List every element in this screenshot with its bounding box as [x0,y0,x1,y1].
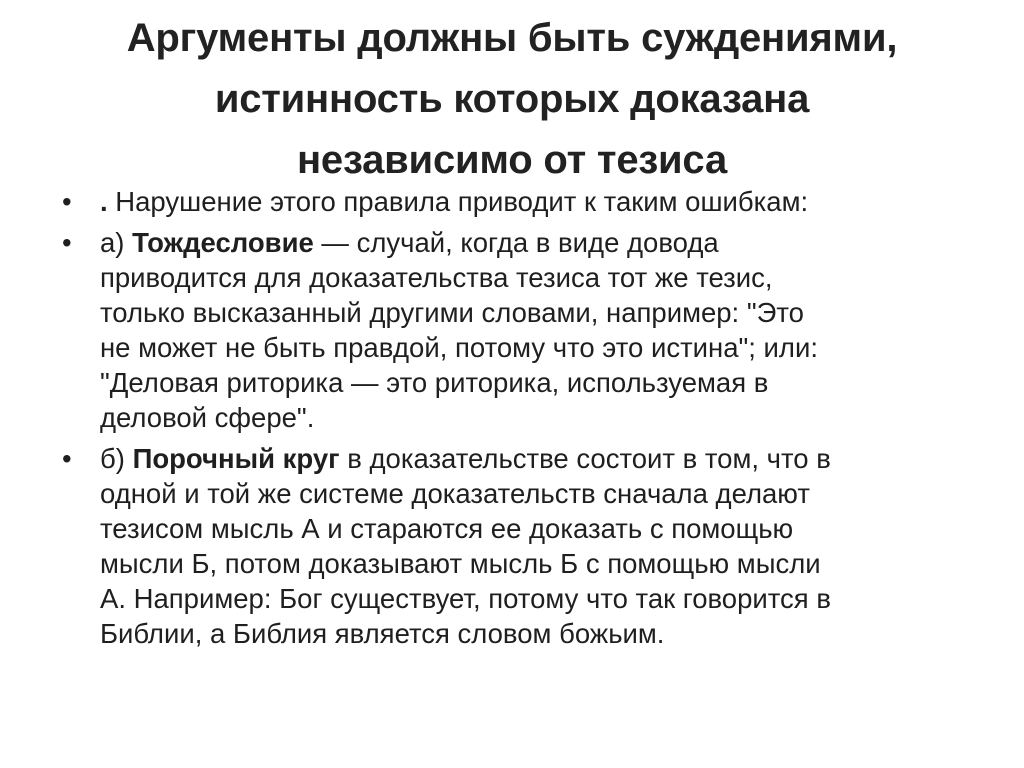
slide-title-line-1: Аргументы должны быть суждениями, [126,16,898,60]
bullet-tautology-line-5: "Деловая риторика — это риторика, используемая в [100,367,769,398]
bullet-tautology-line-1 [100,225,962,260]
bullet-list [62,184,962,651]
bullet-circle-line-6: Библии, а Библия является словом божьим. [100,618,665,649]
bullet-dot-icon: • [62,443,72,474]
bullet-tautology-line-2: приводится для доказательства тезиса тот же тезис, [100,262,773,293]
slide-title-line-2: истинность которых доказана [214,77,810,121]
bullet-tautology-rest: — случай, когда в виде довода [313,227,719,258]
bullet-tautology-line-3: только высказанный другими словами, например: "Это [100,297,804,328]
bullet-item-intro [62,184,962,219]
bullet-circle-line-4: мысли Б, потом доказывают мысль Б с помощью мысли [100,548,821,579]
bullet-circle-term: Порочный круг [132,443,340,474]
slide-title [40,8,984,191]
bullet-circle-prefix: б) [100,443,133,474]
bullet-item-tautology [62,225,962,435]
bullet-tautology-term: Тождесловие [132,227,314,258]
bullet-circle-rest: в доказательстве состоит в том, что в [339,443,831,474]
bullet-circle-line-1 [100,441,962,476]
bullet-circle-line-2: одной и той же системе доказательств сначала делают [100,478,810,509]
bullet-dot-icon: • [62,227,72,258]
bullet-circle-line-5: А. Например: Бог существует, потому что так говорится в [100,583,831,614]
bullet-intro-line [100,184,962,219]
bullet-tautology-line-4: не может не быть правдой, потому что это истина"; или: [100,332,818,363]
bullet-dot-icon: • [62,186,72,217]
bullet-intro-text: Нарушение этого правила приводит к таким ошибкам: [107,186,809,217]
bullet-intro-lead: . [100,186,108,217]
bullet-tautology-line-6: деловой сфере". [100,402,315,433]
bullet-item-vicious-circle [62,441,962,651]
slide-title-line-3: независимо от тезиса [296,138,728,182]
bullet-circle-line-3: тезисом мысль А и стараются ее доказать с помощью [100,513,794,544]
bullet-tautology-prefix: а) [100,227,133,258]
